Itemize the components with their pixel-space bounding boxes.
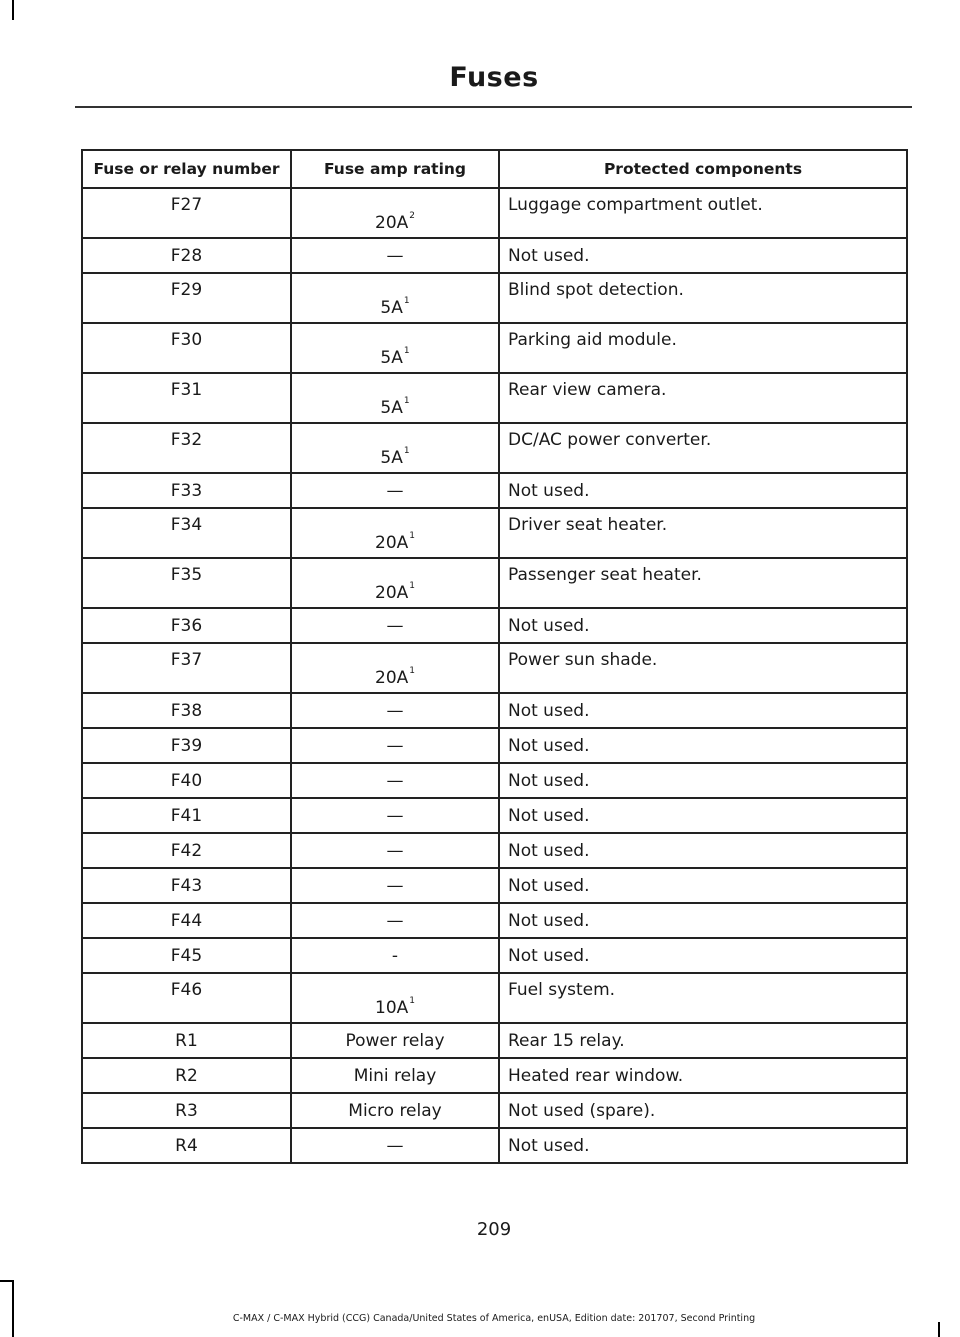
amp-rating-cell — [291, 643, 499, 693]
footnote-marker: 1 — [409, 666, 415, 676]
fuse-number-cell: R1 — [82, 1023, 291, 1058]
amp-rating-value: Micro relay — [348, 1100, 442, 1121]
protected-component-cell: Not used. — [499, 868, 907, 903]
protected-component-cell: Not used (spare). — [499, 1093, 907, 1128]
protected-component-cell: Not used. — [499, 728, 907, 763]
amp-rating-cell — [291, 473, 499, 508]
amp-rating-cell — [291, 938, 499, 973]
amp-rating-cell — [291, 373, 499, 423]
amp-rating-value: - — [391, 945, 399, 966]
amp-rating-value: 5A — [380, 448, 403, 468]
header-fuse-number: Fuse or relay number — [82, 150, 291, 188]
amp-rating-value: Mini relay — [353, 1065, 437, 1086]
amp-rating-value: 10A — [375, 998, 409, 1018]
protected-component-cell: Not used. — [499, 608, 907, 643]
table-row — [82, 973, 907, 1023]
crop-mark-bottom-left-h — [0, 1280, 14, 1282]
protected-component-cell: Not used. — [499, 833, 907, 868]
table-row — [82, 903, 907, 938]
fuse-number-cell: F27 — [82, 188, 291, 238]
table-row — [82, 473, 907, 508]
amp-rating-value: — — [386, 805, 404, 826]
crop-mark-bottom-right — [938, 1322, 940, 1337]
amp-rating-cell — [291, 1058, 499, 1093]
table-row — [82, 833, 907, 868]
amp-rating-value: 20A — [375, 213, 409, 233]
table-row — [82, 693, 907, 728]
amp-rating-cell — [291, 323, 499, 373]
footnote-marker: 1 — [403, 346, 410, 356]
table-row — [82, 938, 907, 973]
fuse-number-cell: R2 — [82, 1058, 291, 1093]
amp-rating-cell — [291, 1128, 499, 1163]
footnote-marker: 1 — [409, 581, 415, 591]
protected-component-cell: Power sun shade. — [499, 643, 907, 693]
protected-component-cell: Not used. — [499, 238, 907, 273]
footnote-marker: 1 — [403, 296, 410, 306]
protected-component-cell: Not used. — [499, 1128, 907, 1163]
table-row — [82, 763, 907, 798]
protected-component-cell: Not used. — [499, 798, 907, 833]
amp-rating-value: — — [386, 245, 404, 266]
header-protected-components: Protected components — [499, 150, 907, 188]
footnote-marker: 1 — [403, 446, 410, 456]
protected-component-cell: Not used. — [499, 473, 907, 508]
fuse-number-cell: F39 — [82, 728, 291, 763]
amp-rating-cell — [291, 608, 499, 643]
protected-component-cell: Not used. — [499, 903, 907, 938]
footer-edition-info: C-MAX / C-MAX Hybrid (CCG) Canada/United States of America, enUSA, Edition date: 201707, Second Printing — [232, 1313, 756, 1324]
crop-mark-top-left — [12, 0, 14, 20]
header-amp-rating: Fuse amp rating — [291, 150, 499, 188]
fuse-number-cell: F36 — [82, 608, 291, 643]
table-row — [82, 273, 907, 323]
table-row — [82, 238, 907, 273]
table-row — [82, 188, 907, 238]
table-row — [82, 1093, 907, 1128]
amp-rating-cell — [291, 973, 499, 1023]
table-row — [82, 373, 907, 423]
amp-rating-value: — — [386, 840, 404, 861]
amp-rating-value: 5A — [380, 298, 403, 318]
amp-rating-cell — [291, 1023, 499, 1058]
fuse-number-cell: R4 — [82, 1128, 291, 1163]
protected-component-cell: Not used. — [499, 693, 907, 728]
fuse-number-cell: F37 — [82, 643, 291, 693]
fuse-number-cell: R3 — [82, 1093, 291, 1128]
amp-rating-value: 20A — [375, 533, 409, 553]
table-row — [82, 508, 907, 558]
fuse-number-cell: F31 — [82, 373, 291, 423]
page-title: Fuses — [449, 62, 539, 93]
table-row — [82, 558, 907, 608]
protected-component-cell: Driver seat heater. — [499, 508, 907, 558]
protected-component-cell: Luggage compartment outlet. — [499, 188, 907, 238]
protected-component-cell: Blind spot detection. — [499, 273, 907, 323]
amp-rating-cell — [291, 868, 499, 903]
amp-rating-cell — [291, 903, 499, 938]
amp-rating-value: — — [386, 615, 404, 636]
amp-rating-value: 20A — [375, 583, 409, 603]
table-row — [82, 423, 907, 473]
fuse-table — [81, 149, 908, 1164]
fuse-number-cell: F43 — [82, 868, 291, 903]
protected-component-cell: DC/AC power converter. — [499, 423, 907, 473]
table-row — [82, 1023, 907, 1058]
fuse-number-cell: F33 — [82, 473, 291, 508]
fuse-number-cell: F28 — [82, 238, 291, 273]
protected-component-cell: Passenger seat heater. — [499, 558, 907, 608]
footnote-marker: 1 — [403, 396, 410, 406]
table-row — [82, 643, 907, 693]
amp-rating-value: — — [386, 700, 404, 721]
fuse-number-cell: F41 — [82, 798, 291, 833]
amp-rating-value: — — [386, 910, 404, 931]
fuse-number-cell: F30 — [82, 323, 291, 373]
table-row — [82, 798, 907, 833]
crop-mark-bottom-left-v — [12, 1280, 14, 1337]
amp-rating-value: 20A — [375, 668, 409, 688]
protected-component-cell: Rear 15 relay. — [499, 1023, 907, 1058]
amp-rating-value: Power relay — [345, 1030, 445, 1051]
amp-rating-cell — [291, 798, 499, 833]
fuse-number-cell: F32 — [82, 423, 291, 473]
table-row — [82, 1128, 907, 1163]
table-header-row — [82, 150, 907, 188]
protected-component-cell: Fuel system. — [499, 973, 907, 1023]
amp-rating-value: — — [386, 735, 404, 756]
amp-rating-cell — [291, 423, 499, 473]
fuse-number-cell: F40 — [82, 763, 291, 798]
amp-rating-value: 5A — [380, 348, 403, 368]
fuse-number-cell: F44 — [82, 903, 291, 938]
table-row — [82, 323, 907, 373]
amp-rating-cell — [291, 833, 499, 868]
amp-rating-cell — [291, 763, 499, 798]
amp-rating-value: — — [386, 875, 404, 896]
fuse-number-cell: F38 — [82, 693, 291, 728]
amp-rating-cell — [291, 238, 499, 273]
footnote-marker: 1 — [409, 996, 415, 1006]
table-row — [82, 608, 907, 643]
table-body — [82, 188, 907, 1163]
amp-rating-value: 5A — [380, 398, 403, 418]
amp-rating-value: — — [386, 480, 404, 501]
fuse-number-cell: F46 — [82, 973, 291, 1023]
protected-component-cell: Not used. — [499, 763, 907, 798]
fuse-number-cell: F42 — [82, 833, 291, 868]
amp-rating-cell — [291, 508, 499, 558]
page-number: 209 — [476, 1219, 512, 1240]
amp-rating-cell — [291, 558, 499, 608]
amp-rating-cell — [291, 273, 499, 323]
fuse-number-cell: F35 — [82, 558, 291, 608]
title-divider — [75, 106, 912, 108]
table-row — [82, 728, 907, 763]
amp-rating-cell — [291, 1093, 499, 1128]
protected-component-cell: Rear view camera. — [499, 373, 907, 423]
footnote-marker: 2 — [409, 211, 415, 221]
protected-component-cell: Heated rear window. — [499, 1058, 907, 1093]
protected-component-cell: Not used. — [499, 938, 907, 973]
protected-component-cell: Parking aid module. — [499, 323, 907, 373]
fuse-number-cell: F29 — [82, 273, 291, 323]
amp-rating-cell — [291, 728, 499, 763]
amp-rating-value: — — [386, 770, 404, 791]
table-row — [82, 868, 907, 903]
amp-rating-cell — [291, 188, 499, 238]
amp-rating-cell — [291, 693, 499, 728]
footnote-marker: 1 — [409, 531, 415, 541]
fuse-number-cell: F34 — [82, 508, 291, 558]
amp-rating-value: — — [386, 1135, 404, 1156]
table-row — [82, 1058, 907, 1093]
fuse-number-cell: F45 — [82, 938, 291, 973]
